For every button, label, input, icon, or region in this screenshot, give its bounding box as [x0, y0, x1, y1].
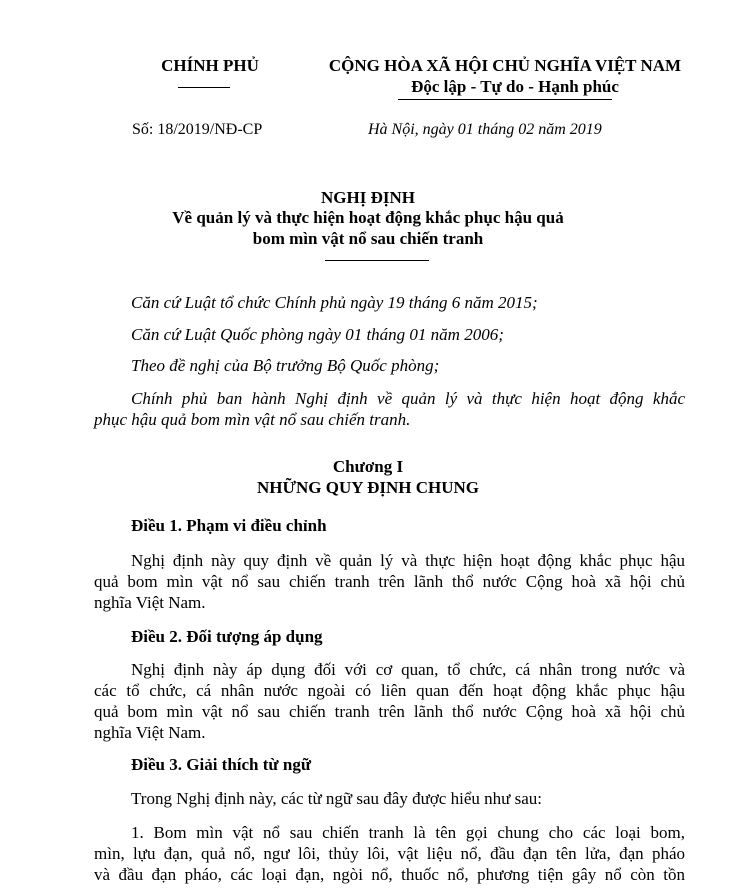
chapter-number: Chương I — [332, 457, 404, 476]
article-1-heading: Điều 1. Phạm vi điều chỉnh — [131, 516, 327, 535]
article-1-line: Nghị định này quy định về quản lý và thực hiện hoạt động khắc phục hậu — [131, 551, 685, 570]
document-type: NGHỊ ĐỊNH — [321, 188, 415, 207]
chapter-name: NHỮNG QUY ĐỊNH CHUNG — [256, 478, 480, 497]
country-name: CỘNG HÒA XÃ HỘI CHỦ NGHĨA VIỆT NAM — [328, 56, 682, 75]
article-3-line: Trong Nghị định này, các từ ngữ sau đây được hiểu như sau: — [131, 789, 542, 808]
article-3-line: mìn, lựu đạn, quả nổ, ngư lôi, thủy lôi, vật liệu nổ, đầu đạn tên lửa, đạn pháo — [94, 844, 685, 863]
preamble-basis-1: Căn cứ Luật tổ chức Chính phủ ngày 19 tháng 6 năm 2015; — [131, 293, 538, 312]
document-title-line-2: bom mìn vật nổ sau chiến tranh — [252, 229, 484, 248]
article-2-heading: Điều 2. Đối tượng áp dụng — [131, 627, 323, 646]
article-1-line: nghĩa Việt Nam. — [94, 593, 206, 612]
article-1-line: quả bom mìn vật nổ sau chiến tranh trên lãnh thổ nước Cộng hoà xã hội chủ — [94, 572, 685, 591]
motto-underline — [398, 99, 612, 100]
article-3-line: và đầu đạn pháo, các loại đạn, ngòi nổ, thuốc nổ, phương tiện gây nổ còn tồn — [94, 865, 685, 884]
preamble-promulgation-cont: phục hậu quả bom mìn vật nổ sau chiến tranh. — [94, 410, 411, 429]
title-underline — [325, 260, 429, 261]
article-2-line: các tổ chức, cá nhân nước ngoài có liên quan đến hoạt động khắc phục hậu — [94, 681, 685, 700]
agency-name: CHÍNH PHỦ — [161, 56, 259, 75]
preamble-promulgation: Chính phủ ban hành Nghị định về quản lý và thực hiện hoạt động khắc — [131, 389, 685, 408]
agency-underline — [178, 87, 230, 88]
place-and-date: Hà Nội, ngày 01 tháng 02 năm 2019 — [368, 121, 602, 138]
article-3-heading: Điều 3. Giải thích từ ngữ — [131, 755, 312, 774]
article-2-line: nghĩa Việt Nam. — [94, 723, 206, 742]
preamble-proposal: Theo đề nghị của Bộ trưởng Bộ Quốc phòng; — [131, 356, 440, 375]
article-2-line: Nghị định này áp dụng đối với cơ quan, tổ chức, cá nhân trong nước và — [131, 660, 685, 679]
preamble-basis-2: Căn cứ Luật Quốc phòng ngày 01 tháng 01 năm 2006; — [131, 325, 504, 344]
document-number: Số: 18/2019/NĐ-CP — [132, 121, 263, 138]
national-motto: Độc lập - Tự do - Hạnh phúc — [411, 77, 619, 96]
article-3-line: 1. Bom mìn vật nổ sau chiến tranh là tên gọi chung cho các loại bom, — [131, 823, 685, 842]
article-2-line: quả bom mìn vật nổ sau chiến tranh trên lãnh thổ nước Cộng hoà xã hội chủ — [94, 702, 685, 721]
document-title-line-1: Về quản lý và thực hiện hoạt động khắc phục hậu quả — [172, 208, 564, 227]
